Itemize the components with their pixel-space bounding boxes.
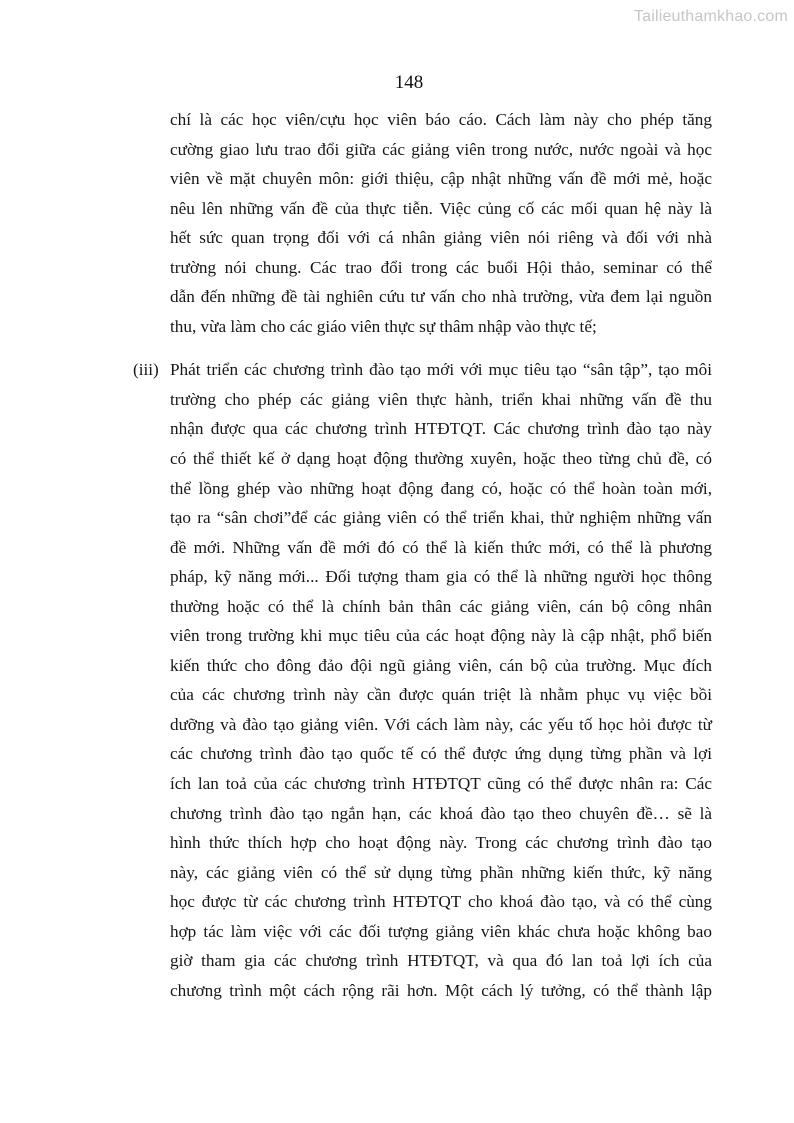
- text-line: dẫn đến những đề tài nghiên cứu tư vấn cho nhà trường, vừa đem lại nguồn: [170, 287, 712, 307]
- text-line: thể lồng ghép vào những hoạt động đang có, hoặc có thể hoàn toàn mới,: [170, 478, 712, 498]
- text-block: [133, 105, 712, 1005]
- text-line: các chương trình đào tạo quốc tế có thể được ứng dụng từng phần và lợi: [170, 744, 712, 764]
- text-line: học được từ các chương trình HTĐTQT cho khoá đào tạo, và có thể cùng: [170, 892, 712, 912]
- text-line: hết sức quan trọng đối với cá nhân giảng viên nói riêng và đối với nhà: [170, 228, 712, 248]
- watermark-text: Tailieuthamkhao.com: [633, 8, 788, 25]
- text-line: hình thức thích hợp cho hoạt động này. Trong các chương trình đào tạo: [170, 833, 712, 853]
- page-number: 148: [394, 72, 424, 93]
- list-item-marker: (iii): [133, 360, 159, 380]
- text-line: đề mới. Những vấn đề mới đó có thể là kiến thức mới, có thể là phương: [170, 537, 712, 557]
- text-line: dưỡng và đào tạo giảng viên. Với cách làm này, các yếu tố học hỏi được từ: [170, 714, 712, 734]
- text-line: thu, vừa làm cho các giáo viên thực sự thâm nhập vào thực tế;: [170, 316, 597, 336]
- text-line: viên trong trường khi mục tiêu của các hoạt động này là cập nhật, phổ biến: [170, 626, 712, 646]
- text-line: thường hoặc có thể là chính bản thân các giảng viên, cán bộ công nhân: [170, 596, 712, 616]
- text-line: viên về mặt chuyên môn: giới thiệu, cập nhật những vấn đề mới mẻ, hoặc: [170, 169, 712, 189]
- text-line: pháp, kỹ năng mới... Đối tượng tham gia có thể là những người học thông: [170, 567, 712, 587]
- paragraph: [170, 105, 712, 341]
- text-line: Phát triển các chương trình đào tạo mới với mục tiêu tạo “sân tập”, tạo môi: [170, 360, 712, 380]
- text-line: cường giao lưu trao đổi giữa các giảng viên trong nước, nước ngoài và học: [170, 139, 712, 159]
- text-line: nêu lên những vấn đề của thực tiễn. Việc củng cố các mối quan hệ này là: [170, 198, 712, 218]
- text-line: này, các giảng viên có thể sử dụng từng phần những kiến thức, kỹ năng: [170, 862, 712, 882]
- text-line: chí là các học viên/cựu học viên báo cáo. Cách làm này cho phép tăng: [170, 110, 712, 129]
- text-line: kiến thức cho đông đảo đội ngũ giảng viên, cán bộ của trường. Mục đích: [170, 655, 712, 675]
- text-line: nhận được qua các chương trình HTĐTQT. Các chương trình đào tạo này: [170, 419, 712, 439]
- text-line: của các chương trình này cần được quán triệt là nhằm phục vụ việc bồi: [170, 685, 712, 705]
- text-line: giờ tham gia các chương trình HTĐTQT, và qua đó lan toả lợi ích của: [170, 951, 712, 971]
- text-line: trường cho phép các giảng viên thực hành, triển khai những vấn đề thu: [170, 389, 712, 409]
- text-line: chương trình đào tạo ngắn hạn, các khoá đào tạo theo chuyên đề… sẽ là: [170, 803, 712, 823]
- text-line: có thể thiết kế ở dạng hoạt động thường xuyên, hoặc theo từng chủ đề, có: [170, 449, 712, 469]
- text-line: hợp tác làm việc với các đối tượng giảng viên khác chưa hoặc không bao: [170, 921, 712, 941]
- text-line: tạo ra “sân chơi”để các giảng viên có thể triển khai, thử nghiệm những vấn: [170, 508, 712, 528]
- paragraph: [133, 355, 712, 1005]
- text-line: trường nói chung. Các trao đổi trong các buổi Hội thảo, seminar có thể: [170, 257, 712, 277]
- text-line: ích lan toả của các chương trình HTĐTQT cũng có thể được nhân ra: Các: [170, 774, 712, 794]
- text-line: chương trình một cách rộng rãi hơn. Một cách lý tưởng, có thể thành lập: [170, 980, 712, 1000]
